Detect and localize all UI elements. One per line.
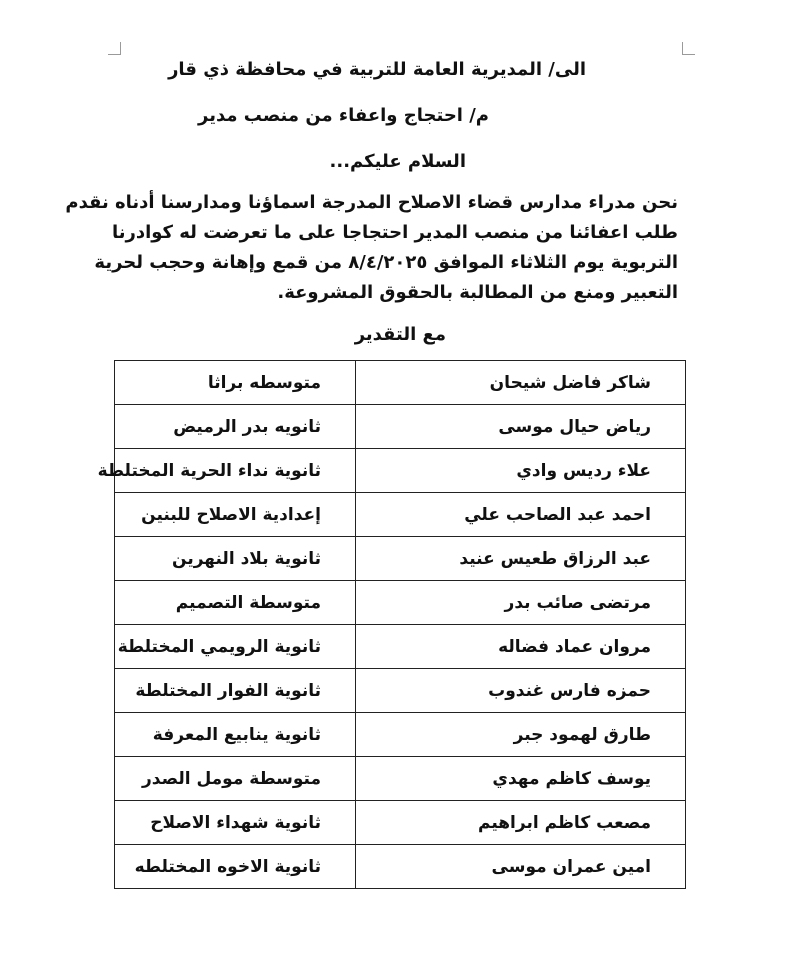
signatory-name: احمد عبد الصاحب علي xyxy=(356,493,686,537)
body-paragraph xyxy=(65,188,678,308)
body-line: التربوية يوم الثلاثاء الموافق ٨/٤/٢٠٢٥ من قمع وإهانة وحجب لحرية xyxy=(94,252,678,273)
school-name: ثانوية نداء الحرية المختلطة xyxy=(115,449,356,493)
page-margin-corner-mark xyxy=(108,42,121,55)
school-name: متوسطه براثا xyxy=(115,361,356,405)
signatory-name: علاء رديس وادي xyxy=(356,449,686,493)
subject-line: م/ احتجاج واعفاء من منصب مدير xyxy=(198,105,489,126)
signatory-name: حمزه فارس غندوب xyxy=(356,669,686,713)
signatory-name: امين عمران موسى xyxy=(356,845,686,889)
signatory-name: شاكر فاضل شيحان xyxy=(356,361,686,405)
signatories-table xyxy=(97,360,686,889)
signatory-name: يوسف كاظم مهدي xyxy=(356,757,686,801)
table-row xyxy=(115,405,686,449)
table-row xyxy=(115,537,686,581)
school-name: ثانوية ينابيع المعرفة xyxy=(115,713,356,757)
table-row xyxy=(115,625,686,669)
school-name: ثانويه بدر الرميض xyxy=(115,405,356,449)
body-line: التعبير ومنع من المطالبة بالحقوق المشروعة. xyxy=(277,282,678,303)
body-line: نحن مدراء مدارس قضاء الاصلاح المدرجة اسماؤنا ومدارسنا أدناه نقدم xyxy=(65,192,678,213)
page-margin-corner-mark xyxy=(682,42,695,55)
addressee-line: الى/ المديرية العامة للتربية في محافظة ذي قار xyxy=(168,59,586,80)
school-name: ثانوية الرويمي المختلطة xyxy=(115,625,356,669)
signatory-name: مرتضى صائب بدر xyxy=(356,581,686,625)
signatory-name: مصعب كاظم ابراهيم xyxy=(356,801,686,845)
table-row xyxy=(115,581,686,625)
table-row xyxy=(115,493,686,537)
signatory-name: رياض حيال موسى xyxy=(356,405,686,449)
school-name: متوسطة مومل الصدر xyxy=(115,757,356,801)
signatory-name: طارق لهمود جبر xyxy=(356,713,686,757)
table-row xyxy=(115,669,686,713)
table-row xyxy=(115,449,686,493)
signatory-name: عبد الرزاق طعيس عنيد xyxy=(356,537,686,581)
school-name: ثانوية شهداء الاصلاح xyxy=(115,801,356,845)
school-name: ثانوية بلاد النهرين xyxy=(115,537,356,581)
table-row xyxy=(115,801,686,845)
school-name: متوسطة التصميم xyxy=(115,581,356,625)
closing-line: مع التقدير xyxy=(354,324,446,345)
signatory-name: مروان عماد فضاله xyxy=(356,625,686,669)
table-row xyxy=(115,361,686,405)
school-name: إعدادية الاصلاح للبنين xyxy=(115,493,356,537)
table-row xyxy=(115,845,686,889)
table-row xyxy=(115,757,686,801)
body-line: طلب اعفائنا من منصب المدير احتجاجا على ما تعرضت له كوادرنا xyxy=(111,222,678,243)
school-name: ثانوية الفوار المختلطة xyxy=(115,669,356,713)
school-name: ثانوية الاخوه المختلطه xyxy=(115,845,356,889)
table-row xyxy=(115,713,686,757)
greeting-line: السلام عليكم... xyxy=(329,151,466,172)
